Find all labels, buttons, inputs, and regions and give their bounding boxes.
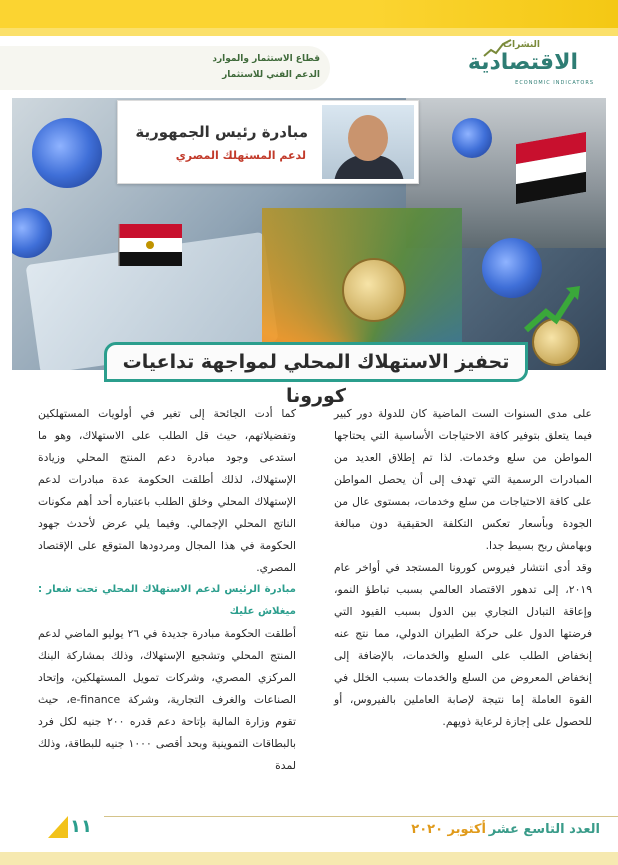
- top-light-band: [0, 28, 618, 36]
- article-title: تحفيز الاستهلاك المحلي لمواجهة تداعيات كورونا: [122, 351, 510, 407]
- footer-divider: [104, 816, 618, 817]
- virus-icon: [12, 208, 52, 258]
- left-text-column: [38, 403, 296, 777]
- logo-subtitle: النشرات: [502, 40, 540, 50]
- department-line-2: الدعم الفني للاستثمار: [222, 70, 320, 80]
- logo-english: ECONOMIC INDICATORS: [515, 80, 594, 86]
- top-yellow-bar: [0, 0, 618, 28]
- banner-line-2: لدعم المستهلك المصري: [175, 149, 306, 162]
- photo-face: [348, 115, 388, 161]
- virus-icon: [32, 118, 102, 188]
- page-header: [0, 36, 618, 96]
- article-title-box: [104, 342, 528, 407]
- banner-line-1: مبادرة رئيس الجمهورية: [135, 123, 308, 141]
- department-label: [0, 46, 330, 90]
- page-number: ١١: [70, 816, 92, 837]
- logo-title: الاقتصادية: [467, 50, 578, 75]
- department-line-1: قطاع الاستثمار والموارد: [212, 54, 320, 64]
- presidential-initiative-banner: [117, 100, 419, 184]
- publication-logo: [467, 36, 598, 92]
- paragraph: وقد أدى انتشار فيروس كورونا المستجد في أواخر عام ٢٠١٩، إلى تدهور الاقتصاد العالمي بسبب تباطؤ النمو، وإعاقة التبادل التجاري بين الدول بسبب القيود التي فرضتها الدول على حركة الطيران الدولي، مما نتج عنه إنخفاض الطلب على السلع والخدمات، بالإضافة إلى إنخفاض المعروض من السلع والخدمات بسبب الخلل في القوة العاملة إما نتيجة لإصابة العاملين بالفيروس، أو للحصول على إجازة لرعاية ذويهم.: [334, 561, 592, 728]
- footer-triangle-icon: [48, 816, 68, 838]
- president-photo: [322, 105, 414, 179]
- egypt-flag-icon: [118, 224, 182, 266]
- section-subheading: مبادرة الرئيس لدعم الاستهلاك المحلي تحت شعار : ميغلاش عليك: [38, 584, 296, 617]
- yemen-flag-icon: [516, 132, 586, 204]
- coin-icon: [342, 258, 406, 322]
- virus-icon: [452, 118, 492, 158]
- paragraph: على مدى السنوات الست الماضية كان للدولة دور كبير فيما يتعلق بتوفير كافة الاحتياجات الأساسية التي يحتاجها المواطن من سلع وخدمات. لذا تم إطلاق العديد من المبادرات الرسمية التي تهدف إلى أن يحصل المواطن على كافة الاحتياجات من سلع وخدمات، بمستوى عال من الجودة وبأسعار تعكس التكلفة الحقيقية دون مبالغة وبهامش ربح بسيط جدا.: [334, 407, 592, 552]
- right-text-column: [334, 403, 592, 733]
- bottom-band: [0, 852, 618, 865]
- up-arrow-icon: [522, 278, 582, 338]
- page-footer: [0, 816, 618, 865]
- paragraph: أطلقت الحكومة مبادرة جديدة في ٢٦ يوليو الماضي لدعم المنتج المحلي وتشجيع الإستهلاك، وذلك بمشاركة البنك المركزي المصري، وشركات تمويل المستهلكين، وإتحاد الصناعات والغرف التجارية، وشركة e-finance، حيث تقوم وزارة المالية بإتاحة دعم قدره ٢٠٠ جنيه لكل فرد بالبطاقات التموينية وبحد أقصى ١٠٠٠ جنيه للبطاقة، وذلك لمدة: [38, 627, 297, 772]
- issue-number: العدد التاسع عشر: [488, 822, 600, 837]
- hero-illustration: [12, 98, 606, 370]
- issue-month: أكتوبر ٢٠٢٠: [411, 822, 486, 837]
- paragraph: كما أدت الجائحة إلى تغير في أولويات المستهلكين وتفضيلاتهم، حيث قل الطلب على الاستهلاك، وهو ما استدعى وجود مبادرة دعم المنتج المحلي وزيادة الإستهلاك، لذلك أطلقت الحكومة عدة مبادرات لدعم الإستهلاك المحلي وخلق الطلب باعتباره أحد أهم مكونات الناتج المحلي الإجمالي. وفيما يلي عرض لأحدث جهود الحكومة في هذا المجال ومردودها المتوقع على الإقتصاد المصري.: [38, 407, 296, 574]
